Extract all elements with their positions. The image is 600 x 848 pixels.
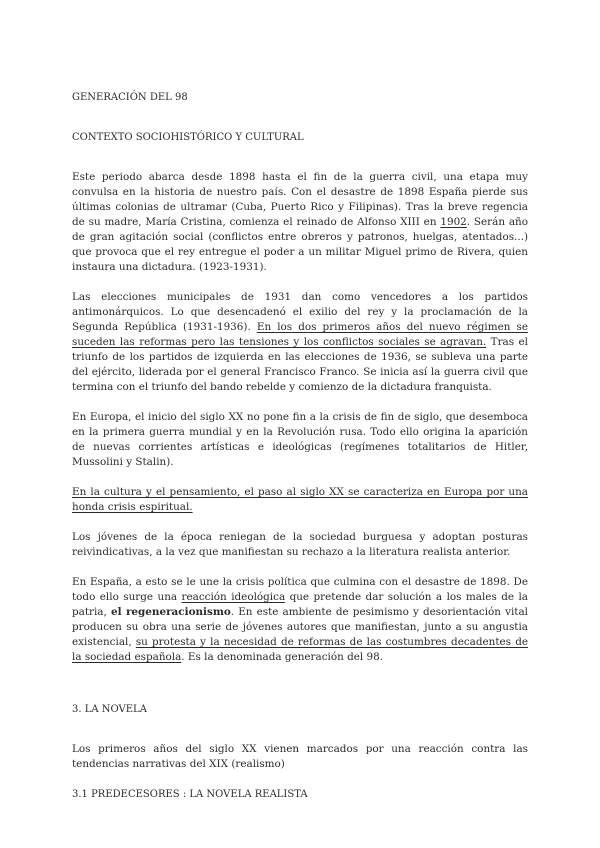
document-title: GENERACIÓN DEL 98 [72, 92, 188, 103]
bold-text: el regeneracionismo [110, 606, 231, 618]
text-run: Este periodo abarca desde 1898 hasta el fin de la guerra civil, una etapa muy convulsa en la historia de nuestro país. Con el desastre de 1898 España pierde sus últimas colonias de ultramar (Cuba, Puerto Rico y Filipinas). Tras la breve regencia de su madre, María Cristina, comienza el reinado de Alfonso XIII en [72, 171, 528, 228]
underlined-text: su protesta y la necesidad de reformas de las costumbres decadentes de la sociedad española [72, 636, 528, 663]
paragraph-spain [72, 575, 528, 665]
underlined-text: En los dos primeros años del nuevo régimen se suceden las reformas pero las tensiones y los conflictos sociales se agravan. [72, 321, 529, 348]
paragraph-novela-intro: Los primeros años del siglo XX vienen marcados por una reacción contra las tendencias narrativas del XIX (realismo) [72, 743, 528, 770]
section-heading-novela: 3. LA NOVELA [72, 704, 147, 715]
text-run: que pretende dar solución a los males de la patria, [72, 591, 528, 618]
text-run: . Es la denominada generación del 98. [181, 651, 384, 663]
paragraph-culture-underlined: En la cultura y el pensamiento, el paso al siglo XX se caracteriza en Europa por una honda crisis espiritual. [72, 486, 528, 513]
text-run: Tras el triunfo de los partidos de izquierda en las elecciones de 1936, se subleva una parte del ejército, liderada por el general Francisco Franco. Se inicia así la guerra civil que termina con el triunfo del bando rebelde y comienzo de la dictadura franquista. [72, 336, 528, 393]
paragraph-republic [72, 290, 528, 395]
paragraph-period [72, 170, 528, 275]
text-run: . En este ambiente de pesimismo y desorientación vital producen su obra una serie de jóvenes autores que manifiestan, junto a su angustia existencial, [72, 606, 529, 648]
underlined-year: 1902 [440, 216, 467, 228]
underlined-text: reacción ideológica [181, 591, 286, 603]
paragraph-europe: En Europa, el inicio del siglo XX no pone fin a la crisis de fin de siglo, que desemboca en la primera guerra mundial y en la Revolución rusa. Todo ello origina la aparición de nuevas corrientes artísticas e ideológicas (regímenes totalitarios de Hitler, Mussolini y Stalin). [72, 411, 528, 468]
section-heading-predecesores: 3.1 PREDECESORES : LA NOVELA REALISTA [72, 789, 308, 800]
text-run: . Serán año de gran agitación social (conflictos entre obreros y patronos, huelgas, atentados...) que provoca que el rey entregue el poder a un militar Miguel primo de Rivera, quien instaura una dictadura. (1923-1931). [72, 216, 528, 273]
paragraph-youth: Los jóvenes de la época reniegan de la sociedad burguesa y adoptan posturas reivindicativas, a la vez que manifiestan su rechazo a la literatura realista anterior. [72, 531, 528, 558]
text-run: En España, a esto se le une la crisis política que culmina con el desastre de 1898. De todo ello surge una [72, 576, 528, 603]
section-heading-context: CONTEXTO SOCIOHISTÓRICO Y CULTURAL [72, 132, 304, 143]
text-run: Las elecciones municipales de 1931 dan como vencedores a los partidos antimonárquicos. Lo que desencadenó el exilio del rey y la proclamación de la Segunda República (1931-1936). [72, 291, 528, 333]
